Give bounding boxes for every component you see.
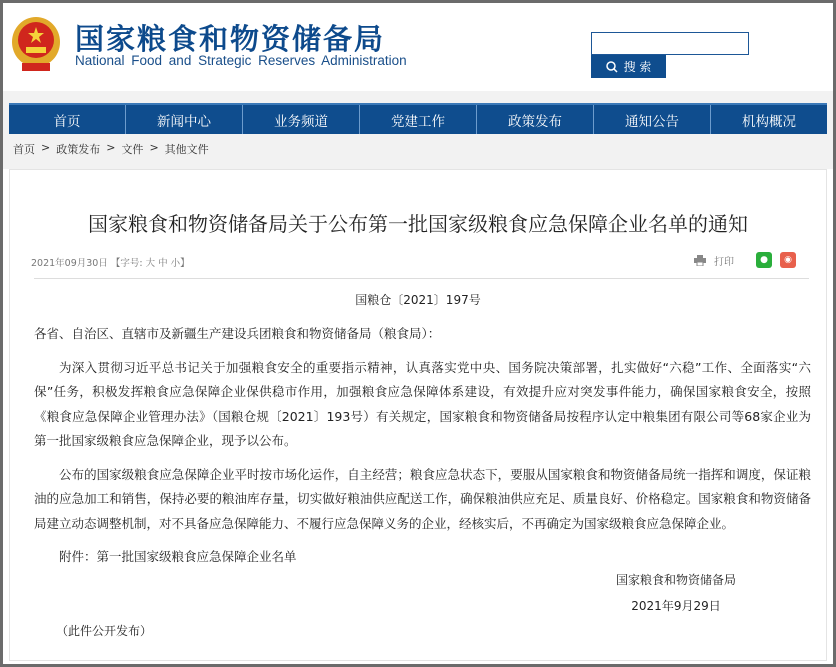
- article-body: [34, 322, 811, 579]
- font-size-control[interactable]: 【字号: 大 中 小】: [110, 258, 190, 269]
- national-emblem-icon: [10, 15, 62, 73]
- article-date: 2021年09月30日: [31, 258, 108, 269]
- paragraph: 为深入贯彻习近平总书记关于加强粮食安全的重要指示精神，认真落实党中央、国务院决策部署，扎实做好“六稳”工作、全面落实“六保”任务，积极发挥粮食应急保障企业保供稳市作用，加强粮食应急保障体系建设，有效提升应对突发事件能力，确保国家粮食安全，按照《粮食应急保障企业管理办法》（国粮仓规〔2021〕193号）有关规定，国家粮食和物资储备局按程序认定中粮集团有限公司等68家企业为第一批国家级粮食应急保障企业，现予以公布。: [34, 359, 811, 448]
- magnifier-icon: [606, 61, 618, 73]
- wechat-share-icon[interactable]: ●: [756, 252, 772, 268]
- breadcrumb-home[interactable]: 首页: [13, 143, 35, 156]
- nav-item-business[interactable]: 业务频道: [243, 105, 360, 134]
- article: [9, 169, 827, 661]
- signature-block: [616, 567, 736, 619]
- sign-date: 2021年9月29日: [631, 599, 721, 613]
- paragraph: 公布的国家级粮食应急保障企业平时按市场化运作，自主经营；粮食应急状态下，要服从国家粮食和物资储备局统一指挥和调度，保证粮油的应急加工和销售，保持必要的粮油库存量，切实做好粮油供应配送工作，确保粮油供应充足、质量良好、价格稳定。国家粮食和物资储备局建立动态调整机制，对不具备应急保障能力、不履行应急保障义务的企业，经核实后，不再确定为国家级粮食应急保障企业。: [34, 466, 811, 531]
- site-header: [3, 3, 833, 91]
- search-input[interactable]: [591, 32, 749, 55]
- nav-item-policy[interactable]: 政策发布: [477, 105, 594, 134]
- breadcrumb: [13, 141, 209, 157]
- site-name-cn[interactable]: 国家粮食和物资储备局: [75, 22, 386, 56]
- breadcrumb-policy[interactable]: 政策发布: [56, 143, 101, 156]
- page-frame: [3, 3, 833, 664]
- nav-item-news[interactable]: 新闻中心: [126, 105, 243, 134]
- search-label: 搜 索: [623, 60, 652, 74]
- publication-note: （此件公开发布）: [56, 624, 153, 638]
- article-meta: [31, 255, 190, 269]
- search-button[interactable]: [591, 55, 666, 78]
- divider: [34, 278, 809, 279]
- breadcrumb-other-files[interactable]: 其他文件: [164, 143, 209, 156]
- article-title: 国家粮食和物资储备局关于公布第一批国家级粮食应急保障企业名单的通知: [88, 212, 748, 236]
- nav-item-home[interactable]: 首页: [9, 105, 126, 134]
- main-nav: [9, 103, 827, 134]
- breadcrumb-separator: >: [149, 141, 159, 154]
- site-name-en: National Food and Strategic Reserves Administration: [75, 53, 407, 68]
- breadcrumb-files[interactable]: 文件: [121, 143, 144, 156]
- salutation: 各省、自治区、直辖市及新疆生产建设兵团粮食和物资储备局（粮食局）：: [34, 326, 441, 341]
- attachment-link[interactable]: 附件：第一批国家级粮食应急保障企业名单: [59, 549, 297, 564]
- document-number: 国粮仓〔2021〕197号: [355, 293, 481, 307]
- signature: 国家粮食和物资储备局: [616, 573, 737, 587]
- article-tools: [694, 252, 796, 268]
- nav-item-notices[interactable]: 通知公告: [594, 105, 711, 134]
- breadcrumb-separator: >: [41, 141, 51, 154]
- print-link[interactable]: 打印: [714, 256, 734, 268]
- nav-item-party[interactable]: 党建工作: [360, 105, 477, 134]
- printer-icon[interactable]: [694, 255, 706, 266]
- breadcrumb-separator: >: [106, 141, 116, 154]
- nav-item-about[interactable]: 机构概况: [742, 113, 796, 130]
- weibo-share-icon[interactable]: ◉: [780, 252, 796, 268]
